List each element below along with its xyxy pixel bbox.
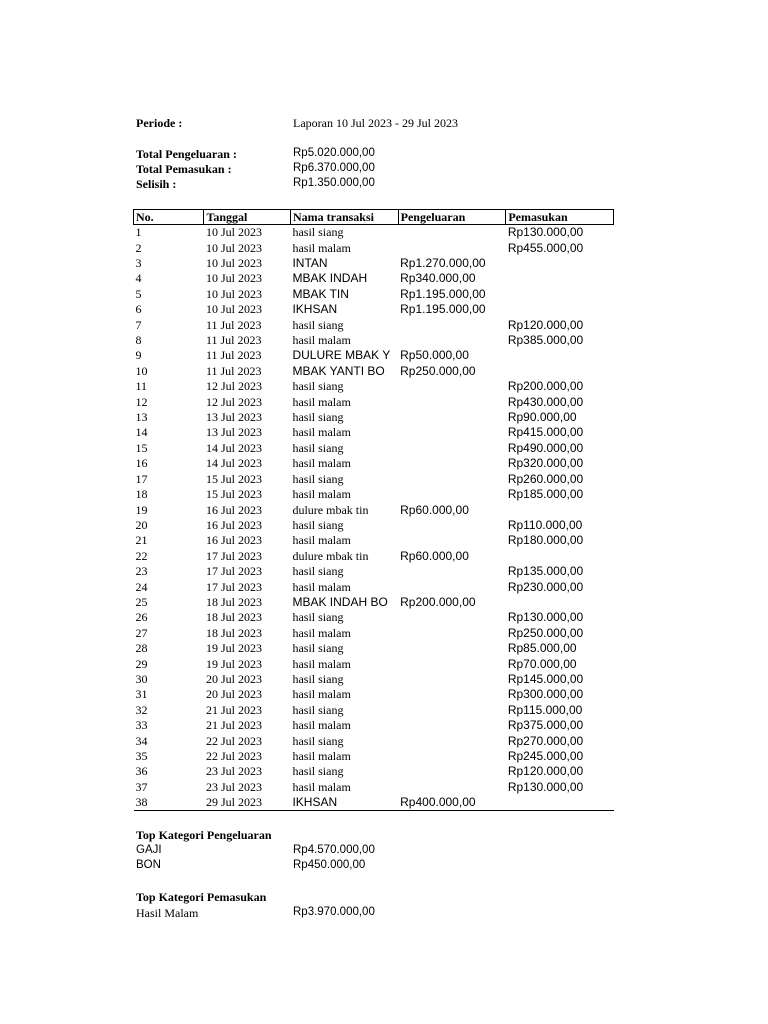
- cell-pengeluaran: [398, 333, 506, 348]
- table-row: [134, 780, 614, 795]
- table-row: [134, 348, 614, 363]
- cell-no: 37: [135, 779, 148, 794]
- cell-pengeluaran: [398, 656, 506, 671]
- cell-nama-transaksi: dulure mbak tin: [292, 548, 369, 563]
- cell-pemasukan: [506, 502, 614, 517]
- cell-pengeluaran: Rp60.000,00: [400, 502, 469, 517]
- cell-pemasukan: [506, 348, 614, 363]
- periode-label: Periode :: [136, 116, 183, 130]
- cell-pemasukan: Rp250.000,00: [507, 625, 584, 640]
- cell-nama-transaksi: hasil malam: [292, 333, 351, 348]
- cell-tanggal: 22 Jul 2023: [205, 733, 262, 748]
- cell-nama-transaksi: hasil malam: [292, 533, 351, 548]
- cell-tanggal: 20 Jul 2023: [205, 671, 262, 686]
- cell-nama-transaksi: hasil siang: [292, 517, 344, 532]
- cell-pemasukan: Rp90.000,00: [507, 410, 577, 425]
- cell-tanggal: 18 Jul 2023: [205, 610, 262, 625]
- table-body: [134, 225, 614, 811]
- cell-nama-transaksi: hasil malam: [292, 779, 351, 794]
- cell-pengeluaran: [398, 410, 506, 425]
- table-row: [134, 564, 614, 579]
- cell-nama-transaksi: hasil malam: [292, 656, 351, 671]
- cell-tanggal: 16 Jul 2023: [205, 517, 262, 532]
- column-header-no: No.: [134, 210, 204, 225]
- cell-no: 35: [135, 749, 148, 764]
- top-pemasukan-title: Top Kategori Pemasukan: [136, 890, 267, 904]
- table-row: [134, 502, 614, 517]
- cell-nama-transaksi: MBAK INDAH: [292, 271, 368, 286]
- cell-no: 2: [135, 240, 142, 255]
- column-header-pemasukan: Pemasukan: [506, 210, 614, 225]
- cell-nama-transaksi: IKHSAN: [292, 302, 338, 317]
- table-row: [134, 641, 614, 656]
- cell-pengeluaran: [398, 472, 506, 487]
- cell-pengeluaran: [398, 626, 506, 641]
- table-row: [134, 456, 614, 471]
- cell-tanggal: 18 Jul 2023: [205, 625, 262, 640]
- cell-nama-transaksi: MBAK YANTI BO: [292, 363, 385, 378]
- cell-pengeluaran: Rp250.000,00: [400, 363, 476, 378]
- cell-nama-transaksi: hasil siang: [292, 733, 344, 748]
- cell-pengeluaran: [398, 379, 506, 394]
- cell-tanggal: 10 Jul 2023: [205, 271, 262, 286]
- cell-no: 9: [135, 348, 142, 363]
- table-row: [134, 394, 614, 409]
- selisih-value: Rp1.350.000,00: [293, 177, 375, 189]
- cell-nama-transaksi: hasil siang: [292, 410, 344, 425]
- cell-pemasukan: [506, 302, 614, 317]
- cell-pengeluaran: Rp400.000,00: [400, 795, 476, 810]
- cell-tanggal: 17 Jul 2023: [205, 564, 262, 579]
- cell-nama-transaksi: hasil siang: [292, 225, 344, 240]
- cell-pemasukan: Rp385.000,00: [507, 333, 584, 348]
- cell-tanggal: 18 Jul 2023: [205, 594, 262, 609]
- cell-no: 32: [135, 702, 148, 717]
- cell-pemasukan: Rp320.000,00: [507, 456, 584, 471]
- cell-tanggal: 12 Jul 2023: [205, 379, 262, 394]
- cell-pemasukan: [506, 287, 614, 302]
- cell-pemasukan: Rp130.000,00: [507, 610, 584, 625]
- cell-tanggal: 13 Jul 2023: [205, 410, 262, 425]
- cell-pemasukan: Rp300.000,00: [507, 687, 584, 702]
- table-row: [134, 687, 614, 702]
- cell-nama-transaksi: MBAK INDAH BO: [292, 594, 388, 609]
- cell-tanggal: 14 Jul 2023: [205, 456, 262, 471]
- cell-no: 4: [135, 271, 142, 286]
- table-row: [134, 472, 614, 487]
- cell-tanggal: 23 Jul 2023: [205, 779, 262, 794]
- cell-no: 17: [135, 471, 148, 486]
- cell-no: 26: [135, 610, 148, 625]
- cell-nama-transaksi: hasil siang: [292, 610, 344, 625]
- cell-pengeluaran: [398, 518, 506, 533]
- cell-tanggal: 16 Jul 2023: [205, 533, 262, 548]
- cell-tanggal: 10 Jul 2023: [205, 256, 262, 271]
- cell-tanggal: 11 Jul 2023: [205, 317, 262, 332]
- column-header-pengeluaran: Pengeluaran: [398, 210, 506, 225]
- cell-pengeluaran: [398, 564, 506, 579]
- cell-tanggal: 15 Jul 2023: [205, 487, 262, 502]
- top-pengeluaran-title: Top Kategori Pengeluaran: [136, 828, 272, 842]
- table-row: [134, 487, 614, 502]
- periode-value: Laporan 10 Jul 2023 - 29 Jul 2023: [293, 116, 458, 130]
- cell-nama-transaksi: hasil malam: [292, 718, 351, 733]
- top-pengeluaran-item-amount: Rp4.570.000,00: [293, 844, 375, 856]
- cell-nama-transaksi: hasil siang: [292, 702, 344, 717]
- cell-pengeluaran: Rp60.000,00: [400, 548, 469, 563]
- cell-pengeluaran: [398, 718, 506, 733]
- cell-nama-transaksi: hasil malam: [292, 240, 351, 255]
- table-row: [134, 749, 614, 764]
- cell-no: 28: [135, 641, 148, 656]
- cell-tanggal: 12 Jul 2023: [205, 394, 262, 409]
- cell-pemasukan: Rp270.000,00: [507, 733, 584, 748]
- cell-tanggal: 22 Jul 2023: [205, 749, 262, 764]
- cell-pengeluaran: [398, 641, 506, 656]
- cell-pemasukan: Rp375.000,00: [507, 718, 584, 733]
- cell-pengeluaran: Rp340.000,00: [400, 271, 476, 286]
- cell-pengeluaran: [398, 749, 506, 764]
- cell-no: 20: [135, 517, 148, 532]
- cell-pemasukan: [506, 595, 614, 610]
- cell-pengeluaran: [398, 441, 506, 456]
- cell-tanggal: 19 Jul 2023: [205, 641, 262, 656]
- top-pemasukan-item-name: Hasil Malam: [136, 906, 199, 920]
- cell-pengeluaran: [398, 533, 506, 548]
- cell-nama-transaksi: hasil siang: [292, 471, 344, 486]
- cell-no: 19: [135, 502, 148, 517]
- cell-nama-transaksi: IKHSAN: [292, 795, 338, 810]
- table-row: [134, 764, 614, 779]
- table-row: [134, 656, 614, 671]
- table-row: [134, 287, 614, 302]
- selisih-label: Selisih :: [136, 177, 177, 191]
- cell-pemasukan: [506, 549, 614, 564]
- cell-no: 16: [135, 456, 148, 471]
- table-row: [134, 364, 614, 379]
- cell-pengeluaran: Rp50.000,00: [400, 348, 469, 363]
- cell-pengeluaran: [398, 487, 506, 502]
- cell-no: 10: [135, 363, 148, 378]
- cell-no: 24: [135, 579, 148, 594]
- table-row: [134, 733, 614, 748]
- transaction-table: [133, 209, 614, 811]
- cell-nama-transaksi: DULURE MBAK Y: [292, 348, 391, 363]
- cell-pengeluaran: [398, 703, 506, 718]
- cell-pengeluaran: Rp1.195.000,00: [400, 302, 486, 317]
- cell-nama-transaksi: hasil siang: [292, 379, 344, 394]
- cell-no: 13: [135, 410, 148, 425]
- cell-no: 18: [135, 487, 148, 502]
- cell-no: 3: [135, 256, 142, 271]
- cell-no: 15: [135, 440, 148, 455]
- cell-pemasukan: [506, 271, 614, 286]
- table-row: [134, 271, 614, 286]
- table-row: [134, 333, 614, 348]
- cell-no: 27: [135, 625, 148, 640]
- table-row: [134, 256, 614, 271]
- cell-tanggal: 21 Jul 2023: [205, 702, 262, 717]
- cell-no: 34: [135, 733, 148, 748]
- cell-no: 14: [135, 425, 148, 440]
- cell-pengeluaran: Rp1.270.000,00: [400, 256, 486, 271]
- cell-tanggal: 15 Jul 2023: [205, 471, 262, 486]
- total-pemasukan-label: Total Pemasukan :: [136, 162, 232, 176]
- cell-tanggal: 10 Jul 2023: [205, 240, 262, 255]
- cell-pemasukan: Rp110.000,00: [507, 517, 583, 532]
- table-header-row: [134, 210, 614, 225]
- cell-pengeluaran: [398, 687, 506, 702]
- cell-pemasukan: Rp490.000,00: [507, 440, 584, 455]
- table-row: [134, 240, 614, 255]
- cell-pemasukan: Rp415.000,00: [507, 425, 584, 440]
- cell-nama-transaksi: hasil malam: [292, 425, 351, 440]
- cell-pemasukan: Rp130.000,00: [507, 225, 584, 240]
- cell-nama-transaksi: INTAN: [292, 256, 328, 271]
- cell-nama-transaksi: hasil malam: [292, 625, 351, 640]
- cell-nama-transaksi: hasil siang: [292, 440, 344, 455]
- top-pengeluaran-item-amount: Rp450.000,00: [293, 859, 366, 871]
- cell-nama-transaksi: hasil malam: [292, 687, 351, 702]
- cell-no: 21: [135, 533, 148, 548]
- cell-tanggal: 16 Jul 2023: [205, 502, 262, 517]
- cell-pemasukan: Rp70.000,00: [507, 656, 577, 671]
- cell-pemasukan: Rp135.000,00: [507, 564, 584, 579]
- table-row: [134, 317, 614, 332]
- cell-tanggal: 11 Jul 2023: [205, 363, 262, 378]
- cell-no: 23: [135, 564, 148, 579]
- cell-pengeluaran: [398, 425, 506, 440]
- cell-pemasukan: Rp120.000,00: [507, 764, 584, 779]
- cell-nama-transaksi: hasil malam: [292, 749, 351, 764]
- cell-no: 11: [135, 379, 148, 394]
- table-row: [134, 795, 614, 811]
- top-pengeluaran-item-name: BON: [136, 859, 161, 871]
- cell-pemasukan: Rp115.000,00: [507, 702, 583, 717]
- column-header-tanggal: Tanggal: [204, 210, 291, 225]
- cell-pemasukan: Rp430.000,00: [507, 394, 584, 409]
- cell-pemasukan: Rp185.000,00: [507, 487, 584, 502]
- cell-tanggal: 11 Jul 2023: [205, 348, 262, 363]
- cell-nama-transaksi: hasil malam: [292, 487, 351, 502]
- cell-pengeluaran: [398, 240, 506, 255]
- cell-pengeluaran: [398, 225, 506, 241]
- cell-no: 6: [135, 302, 142, 317]
- total-pemasukan-value: Rp6.370.000,00: [293, 162, 375, 174]
- cell-tanggal: 21 Jul 2023: [205, 718, 262, 733]
- cell-pengeluaran: [398, 764, 506, 779]
- column-header-nama-transaksi: Nama transaksi: [290, 210, 398, 225]
- table-row: [134, 533, 614, 548]
- table-row: [134, 225, 614, 241]
- table-row: [134, 672, 614, 687]
- cell-pengeluaran: [398, 317, 506, 332]
- cell-pemasukan: Rp455.000,00: [507, 240, 584, 255]
- cell-nama-transaksi: hasil malam: [292, 394, 351, 409]
- cell-no: 33: [135, 718, 148, 733]
- total-pengeluaran-value: Rp5.020.000,00: [293, 147, 375, 159]
- cell-pemasukan: Rp245.000,00: [507, 749, 584, 764]
- cell-no: 36: [135, 764, 148, 779]
- cell-pemasukan: Rp260.000,00: [507, 471, 584, 486]
- cell-pengeluaran: [398, 610, 506, 625]
- cell-pemasukan: [506, 256, 614, 271]
- total-pengeluaran-label: Total Pengeluaran :: [136, 147, 237, 161]
- cell-no: 5: [135, 286, 142, 301]
- cell-tanggal: 11 Jul 2023: [205, 333, 262, 348]
- table-row: [134, 379, 614, 394]
- cell-no: 8: [135, 333, 142, 348]
- cell-pemasukan: Rp130.000,00: [507, 779, 584, 794]
- cell-no: 25: [135, 594, 148, 609]
- table-row: [134, 579, 614, 594]
- cell-pemasukan: [506, 795, 614, 811]
- cell-nama-transaksi: hasil malam: [292, 579, 351, 594]
- cell-tanggal: 29 Jul 2023: [205, 795, 262, 810]
- cell-tanggal: 17 Jul 2023: [205, 548, 262, 563]
- table-row: [134, 441, 614, 456]
- cell-pemasukan: Rp230.000,00: [507, 579, 584, 594]
- table-row: [134, 610, 614, 625]
- cell-nama-transaksi: hasil siang: [292, 317, 344, 332]
- cell-pengeluaran: [398, 733, 506, 748]
- cell-pemasukan: Rp120.000,00: [507, 317, 584, 332]
- table-row: [134, 595, 614, 610]
- cell-no: 1: [135, 225, 142, 240]
- cell-nama-transaksi: hasil malam: [292, 456, 351, 471]
- cell-tanggal: 17 Jul 2023: [205, 579, 262, 594]
- cell-tanggal: 10 Jul 2023: [205, 286, 262, 301]
- cell-nama-transaksi: hasil siang: [292, 764, 344, 779]
- cell-tanggal: 14 Jul 2023: [205, 440, 262, 455]
- table-row: [134, 549, 614, 564]
- cell-tanggal: 19 Jul 2023: [205, 656, 262, 671]
- cell-pemasukan: Rp85.000,00: [507, 641, 577, 656]
- cell-pengeluaran: [398, 672, 506, 687]
- cell-tanggal: 13 Jul 2023: [205, 425, 262, 440]
- cell-no: 29: [135, 656, 148, 671]
- table-row: [134, 410, 614, 425]
- cell-tanggal: 10 Jul 2023: [205, 225, 262, 240]
- cell-nama-transaksi: dulure mbak tin: [292, 502, 369, 517]
- cell-nama-transaksi: hasil siang: [292, 641, 344, 656]
- cell-tanggal: 10 Jul 2023: [205, 302, 262, 317]
- table-row: [134, 718, 614, 733]
- cell-no: 30: [135, 671, 148, 686]
- cell-pemasukan: [506, 364, 614, 379]
- cell-pengeluaran: [398, 394, 506, 409]
- cell-no: 12: [135, 394, 148, 409]
- cell-no: 31: [135, 687, 148, 702]
- table-row: [134, 518, 614, 533]
- cell-nama-transaksi: MBAK TIN: [292, 286, 349, 301]
- cell-pemasukan: Rp200.000,00: [507, 379, 584, 394]
- table-row: [134, 703, 614, 718]
- cell-pengeluaran: [398, 780, 506, 795]
- cell-pengeluaran: Rp1.195.000,00: [400, 286, 486, 301]
- cell-pengeluaran: Rp200.000,00: [400, 594, 476, 609]
- top-pengeluaran-item-name: GAJI: [136, 844, 162, 856]
- cell-tanggal: 23 Jul 2023: [205, 764, 262, 779]
- table-row: [134, 626, 614, 641]
- cell-pemasukan: Rp145.000,00: [507, 671, 584, 686]
- cell-pemasukan: Rp180.000,00: [507, 533, 584, 548]
- cell-tanggal: 20 Jul 2023: [205, 687, 262, 702]
- top-pemasukan-item-amount: Rp3.970.000,00: [293, 906, 375, 918]
- table-row: [134, 425, 614, 440]
- cell-nama-transaksi: hasil siang: [292, 671, 344, 686]
- cell-nama-transaksi: hasil siang: [292, 564, 344, 579]
- cell-no: 7: [135, 317, 142, 332]
- cell-no: 38: [135, 795, 148, 810]
- table-row: [134, 302, 614, 317]
- cell-pengeluaran: [398, 456, 506, 471]
- cell-pengeluaran: [398, 579, 506, 594]
- cell-no: 22: [135, 548, 148, 563]
